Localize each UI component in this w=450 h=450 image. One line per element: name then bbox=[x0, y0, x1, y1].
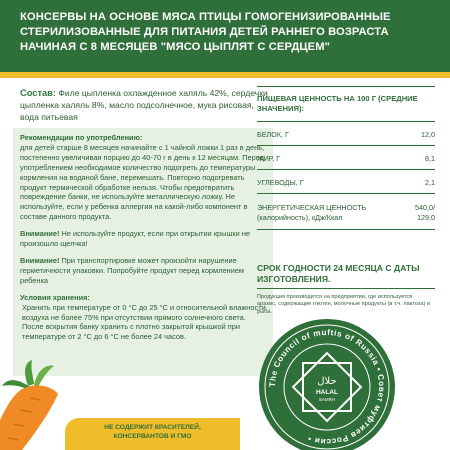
halal-sub: SAMRH bbox=[318, 397, 336, 402]
energy-value bbox=[415, 203, 435, 222]
nutrition-label: ЖИР, Г bbox=[257, 154, 281, 163]
halal-label: HALAL bbox=[315, 389, 339, 396]
composition-text: Филе цыпленка охлажденное халяль 42%, сердечки цыпленка халяль 8%, масло подсолнечное, мука рисовая, вода питьевая bbox=[20, 88, 268, 123]
badge-line-2: КОНСЕРВАНТОВ И ГМО bbox=[113, 433, 192, 440]
nutrition-label: БЕЛОК, Г bbox=[257, 130, 289, 139]
storage-text: Хранить при температуре от 0 °С до 25 °С и относительной влажности воздуха не более 75% при отсутствии прямого солнечного света. После вскрытия банку хранить с плотно закрытой крышкой при температуре от 2 °С до 6 °С не более 24 часов. bbox=[22, 302, 266, 342]
energy-value-kj: 540,0/ bbox=[415, 203, 435, 212]
carrot-icon bbox=[0, 360, 70, 450]
energy-label-line-1: ЭНЕРГЕТИЧЕСКАЯ ЦЕННОСТЬ bbox=[257, 203, 367, 212]
header-banner bbox=[0, 0, 450, 72]
energy-value-kcal: 129,0 bbox=[417, 212, 435, 222]
nutrition-value: 8,1 bbox=[425, 154, 435, 163]
nutrition-value: 12,0 bbox=[421, 130, 435, 139]
nutrition-label: УГЛЕВОДЫ, Г bbox=[257, 178, 304, 187]
nutrition-row-energy bbox=[257, 194, 435, 230]
nutrition-row bbox=[257, 146, 435, 170]
shelf-life: СРОК ГОДНОСТИ 24 МЕСЯЦА С ДАТЫ ИЗГОТОВЛЕНИЯ. bbox=[257, 263, 420, 284]
nutrition-title: ПИЩЕВАЯ ЦЕННОСТЬ НА 100 Г (СРЕДНИЕ ЗНАЧЕНИЯ): bbox=[257, 86, 435, 122]
warning-1-text: Не используйте продукт, если при открытии крышки не произошло щелчка! bbox=[20, 229, 251, 249]
recommendations-text: для детей старше 8 месяцев начинайте с 1 чайной ложки 1 раз в день, постепенно увеличивая порцию до 40-70 г в день к 12 месяцам. Перед употреблением необходимое количество подогреть до температуры кормления на водяной бане, перемешать. Повторно подогревать продукт термической обработке нельзя. Чтобы предотвратить повреждение банки, не используйте металлическую ложку. Не используйте, если у ребенка аллергия на какой-либо компонент в составе данного продукта. bbox=[20, 142, 265, 222]
product-title: КОНСЕРВЫ НА ОСНОВЕ МЯСА ПТИЦЫ ГОМОГЕНИЗИРОВАННЫЕ СТЕРИЛИЗОВАННЫЕ ДЛЯ ПИТАНИЯ ДЕТЕЙ РАННЕГО ВОЗРАСТА НАЧИНАЯ С 8 МЕСЯЦЕВ "МЯСО ЦЫПЛЯТ С СЕРДЦЕМ" bbox=[20, 11, 391, 53]
nutrition-table bbox=[257, 86, 435, 230]
nutrition-row bbox=[257, 170, 435, 194]
storage-title: Условия хранения: bbox=[20, 292, 90, 302]
nutrition-value: 2,1 bbox=[425, 178, 435, 187]
halal-arabic: حلال bbox=[317, 376, 337, 387]
warning-1-label: Внимание! bbox=[20, 229, 60, 239]
seal-ring-text: The Council of muftis of Russia • Совет муфтиев России • bbox=[267, 327, 387, 447]
badge-line-1: НЕ СОДЕРЖИТ КРАСИТЕЛЕЙ, bbox=[104, 424, 201, 431]
warning-2-label: Внимание! bbox=[20, 255, 60, 265]
divider bbox=[257, 288, 435, 289]
nutrition-row bbox=[257, 122, 435, 146]
energy-label bbox=[257, 203, 366, 222]
energy-label-line-2: (калорийность), кДж/Ккал bbox=[257, 212, 343, 222]
halal-seal-logo bbox=[258, 318, 396, 450]
composition bbox=[20, 87, 270, 124]
recommendations-panel bbox=[13, 128, 273, 376]
recommendations-title: Рекомендации по употреблению: bbox=[20, 133, 143, 142]
no-additives-badge bbox=[65, 418, 240, 450]
composition-label: Состав: bbox=[20, 88, 56, 98]
warning-2-text: При транспортировке может произойти нарушение герметичности упаковки. Попробуйте продукт перед кормлением ребенка bbox=[20, 255, 244, 285]
allergen-note: Продукция производится на предприятии, где используется арахис, содержащие глютен, молочные продукты (в т.ч. лактоза) и рыба. bbox=[257, 294, 431, 315]
header-accent-bar bbox=[0, 72, 450, 78]
